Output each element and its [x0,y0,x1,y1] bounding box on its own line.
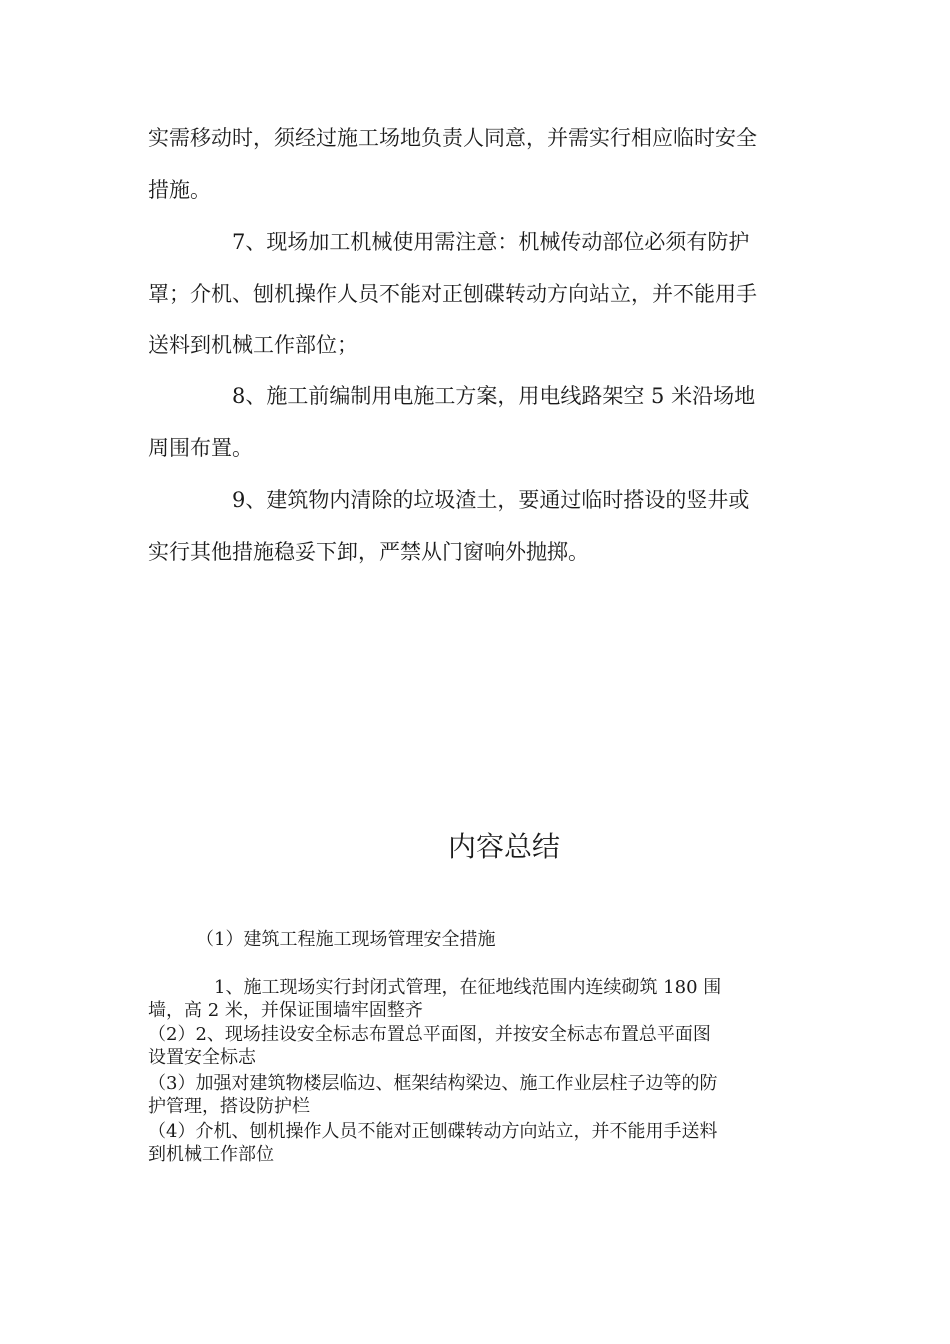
paragraph-line: 措施。 [148,178,211,202]
paragraph-line: 8、施工前编制用电施工方案，用电线路架空 5 米沿场地 [232,384,756,408]
summary-item-line: 墙，高 2 米，并保证围墙牢固整齐 [148,1000,423,1021]
paragraph-line: 9、建筑物内清除的垃圾渣土，要通过临时搭设的竖井或 [232,488,750,512]
summary-item-line: 1、施工现场实行封闭式管理，在征地线范围内连续砌筑 180 围 [214,977,722,998]
paragraph-line: 罩；介机、刨机操作人员不能对正刨碟转动方向站立，并不能用手 [148,282,757,306]
summary-item-line: （4）介机、刨机操作人员不能对正刨碟转动方向站立，并不能用手送料 [148,1121,718,1142]
paragraph-line: 7、现场加工机械使用需注意：机械传动部位必须有防护 [232,230,750,254]
summary-item-line: （2）2、现场挂设安全标志布置总平面图，并按安全标志布置总平面图 [148,1024,711,1045]
paragraph-line: 实需移动时，须经过施工场地负责人同意，并需实行相应临时安全 [148,126,757,150]
paragraph-line: 送料到机械工作部位； [148,333,358,357]
summary-item-line: （3）加强对建筑物楼层临边、框架结构梁边、施工作业层柱子边等的防 [148,1073,718,1094]
summary-title: 内容总结 [447,830,560,863]
summary-item-line: 设置安全标志 [148,1047,256,1068]
paragraph-line: 实行其他措施稳妥下卸，严禁从门窗响外抛掷。 [148,540,589,564]
summary-heading: （1）建筑工程施工现场管理安全措施 [196,929,496,950]
summary-item-line: 护管理，搭设防护栏 [148,1096,310,1117]
summary-item-line: 到机械工作部位 [148,1144,274,1165]
paragraph-line: 周围布置。 [148,436,253,460]
